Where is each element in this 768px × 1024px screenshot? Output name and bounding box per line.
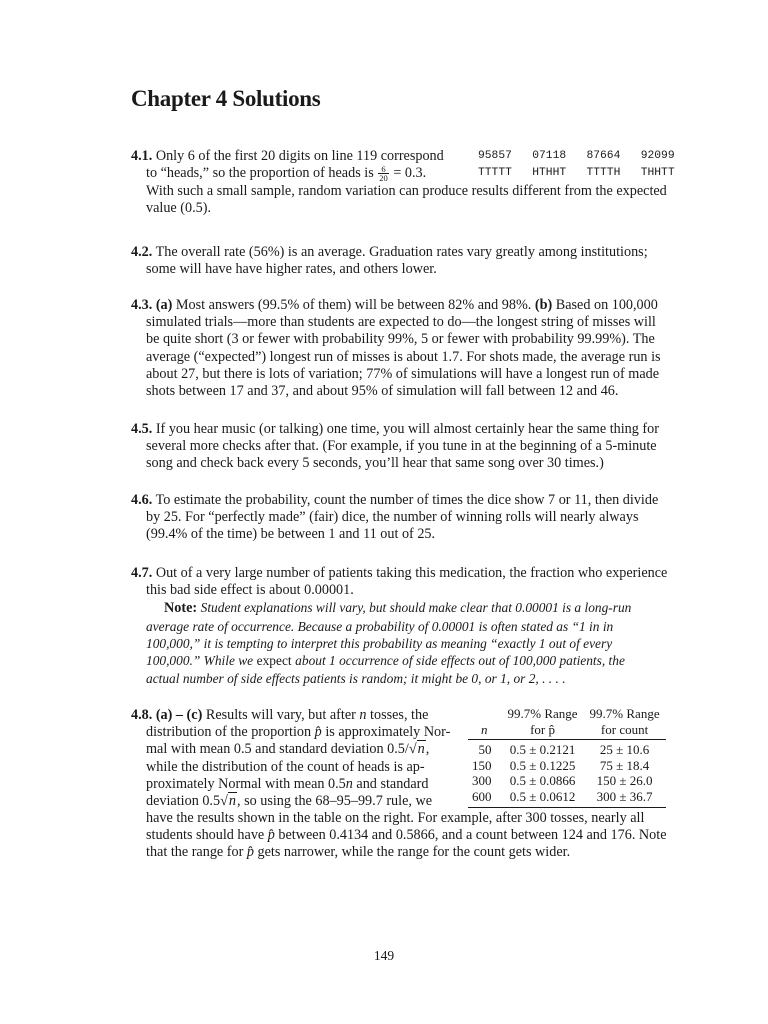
problem-text: = 0.3. — [393, 165, 427, 182]
problem-4-1-continued — [146, 183, 706, 217]
note-emphasis: expect — [256, 653, 292, 669]
problem-text: tosses, the — [370, 707, 429, 723]
variable-n: n — [345, 775, 353, 792]
note-text: 100,000.” While we — [146, 653, 254, 669]
problem-label: 4.6. — [131, 492, 153, 508]
problem-text: students should have — [146, 827, 265, 844]
problem-text: that the range for — [146, 844, 244, 861]
table-header-count-sub: for count — [584, 722, 666, 740]
problem-text: mal with mean 0.5 and standard deviation 0.5/ — [146, 741, 409, 758]
table-row — [468, 773, 666, 789]
note-text: average rate of occurrence. Because a probability of 0.00001 is often stated as “1 in in — [146, 618, 614, 634]
fraction-numerator: 6 — [378, 165, 389, 174]
table-row — [468, 740, 666, 758]
problem-text: gets narrower, while the range for the count gets wider. — [257, 844, 571, 861]
sqrt-radicand: n — [228, 793, 236, 810]
note-text: 100,000,” it is tempting to interpret this probability as meaning “exactly 1 out of every — [146, 635, 613, 651]
problem-4-3 — [131, 297, 721, 400]
problem-text: The overall rate (56%) is an average. Graduation rates vary greatly among institutions; — [155, 244, 648, 260]
part-label: (b) — [534, 297, 553, 313]
problem-text: about 27, but there is lots of variation; 77% of simulations will have a longest run of made — [146, 365, 660, 382]
table-header-count: 99.7% Range — [589, 706, 660, 721]
variable-n: n — [359, 707, 367, 723]
table-cell-n: 50 — [478, 742, 492, 757]
table-header-blank — [468, 706, 502, 722]
problem-text: while the distribution of the count of heads is ap- — [146, 758, 425, 775]
problem-text: this bad side effect is about 0.00001. — [146, 582, 354, 599]
problem-text: some will have have higher rates, and others lower. — [146, 261, 437, 278]
table-header-phat: 99.7% Range — [507, 706, 578, 721]
problem-4-5 — [131, 421, 721, 473]
problem-text: To estimate the probability, count the number of times the dice show 7 or 11, then divide — [155, 492, 659, 508]
problem-text: have the results shown in the table on the right. For example, after 300 tosses, nearly all — [146, 810, 645, 826]
chapter-title: Chapter 4 Solutions — [131, 86, 321, 111]
table-cell-phat: 0.5 ± 0.0612 — [502, 789, 584, 808]
problem-text: several more checks after that. (For example, if you tune in at the beginning of a 5-minute — [146, 438, 657, 455]
problem-text: average (“expected”) longest run of misses is about 1.7. For shots made, the average run is — [146, 348, 661, 365]
problem-text: to “heads,” so the proportion of heads is — [146, 165, 374, 182]
note-text: actual number of side effects patients is random; it might be 0, or 1, or 2, . . . . — [146, 671, 566, 687]
problem-4-1 — [131, 148, 471, 182]
problem-text: proximately Normal with mean 0.5 — [146, 775, 346, 792]
problem-text: deviation 0.5 — [146, 793, 221, 810]
problem-label: 4.3. — [131, 297, 153, 313]
part-label: (a) – (c) — [155, 707, 203, 723]
problem-text: (99.4% of the time) be between 1 and 11 out of 25. — [146, 526, 436, 543]
table-cell-n: 300 — [472, 773, 492, 788]
table-cell-n: 150 — [472, 757, 492, 773]
table-cell-count: 25 ± 10.6 — [599, 742, 650, 757]
problem-text: Results will vary, but after — [205, 707, 356, 723]
variable-phat: p̂ — [246, 844, 254, 861]
problem-4-8-continued — [146, 810, 706, 862]
problem-label: 4.1. — [131, 148, 153, 164]
problem-text: by 25. For “perfectly made” (fair) dice, the number of winning rolls will nearly always — [146, 509, 639, 526]
problem-text: , — [425, 741, 430, 758]
random-digits-block — [478, 148, 675, 182]
sqrt-symbol: √n — [408, 741, 425, 758]
problem-text: Only 6 of the first 20 digits on line 119 correspond — [155, 148, 444, 164]
problem-text: Based on 100,000 — [555, 297, 658, 313]
problem-4-7 — [131, 565, 721, 687]
problem-label: 4.8. — [131, 707, 153, 723]
problem-label: 4.2. — [131, 244, 153, 260]
variable-phat: p̂ — [314, 724, 322, 741]
note-label: Note: — [164, 600, 198, 617]
problem-4-2 — [131, 244, 711, 278]
table-row — [468, 758, 666, 774]
problem-text: distribution of the proportion — [146, 724, 312, 741]
table-cell-n: 600 — [468, 789, 502, 808]
table-cell-phat: 0.5 ± 0.0866 — [509, 773, 576, 788]
problem-text: shots between 17 and 37, and about 95% of simulation will fall between 12 and 46. — [146, 383, 619, 400]
table-cell-count: 300 ± 36.7 — [584, 789, 666, 808]
table-row — [468, 789, 666, 808]
heads-tails-sequence: TTTTT HTHHT TTTTH THHTT — [478, 167, 675, 179]
note-text: Student explanations will vary, but should make clear that 0.00001 is a long-run — [200, 600, 632, 616]
problem-text: Most answers (99.5% of them) will be between 82% and 98%. — [175, 297, 532, 313]
problem-label: 4.5. — [131, 421, 153, 437]
random-digits: 95857 07118 87664 92099 — [478, 150, 675, 162]
problem-text: Out of a very large number of patients taking this medication, the fraction who experience — [155, 565, 668, 581]
page-number: 149 — [373, 948, 395, 963]
range-table — [468, 706, 666, 808]
fraction-denominator: 20 — [379, 173, 388, 184]
fraction — [378, 165, 389, 182]
problem-text: , so using the 68–95–99.7 rule, we — [236, 793, 433, 810]
table-cell-count: 75 ± 18.4 — [599, 757, 650, 773]
table-cell-phat: 0.5 ± 0.1225 — [509, 757, 576, 773]
problem-text: song and check back every 5 seconds, you’ll hear that same song over 30 times.) — [146, 455, 604, 472]
variable-phat: p̂ — [267, 827, 275, 844]
table-cell-phat: 0.5 ± 0.2121 — [509, 742, 576, 757]
problem-text: is approximately Nor- — [325, 724, 451, 741]
problem-text: be quite short (3 or fewer with probability 99%, 5 or fewer with probability 99.99%). The — [146, 331, 655, 348]
sqrt-radicand: n — [417, 741, 425, 758]
problem-text: If you hear music (or talking) one time, you will almost certainly hear the same thing for — [155, 421, 659, 437]
table-header-n: n — [468, 722, 502, 740]
problem-text: With such a small sample, random variation can produce results different from the expected — [146, 183, 667, 199]
problem-4-8 — [131, 707, 461, 810]
problem-text: value (0.5). — [146, 200, 212, 217]
note-text: about 1 occurrence of side effects out of 100,000 patients, the — [295, 653, 625, 669]
problem-4-6 — [131, 492, 721, 544]
table-header-phat-sub: for p̂ — [502, 722, 584, 740]
problem-text: between 0.4134 and 0.5866, and a count between 124 and 176. Note — [278, 827, 667, 844]
problem-text: simulated trials—more than students are expected to do—the longest string of misses will — [146, 314, 656, 331]
part-label: (a) — [155, 297, 173, 313]
table-cell-count: 150 ± 26.0 — [596, 773, 653, 788]
sqrt-symbol: √n — [220, 793, 236, 810]
problem-text: and standard — [356, 775, 429, 792]
problem-label: 4.7. — [131, 565, 153, 581]
